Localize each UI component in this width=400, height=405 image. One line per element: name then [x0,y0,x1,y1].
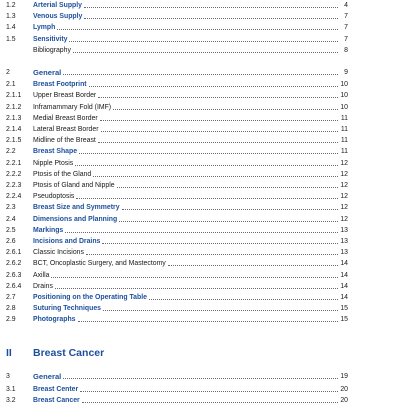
part-number: II [6,347,12,359]
dot-leader [55,288,338,289]
dot-leader [63,74,338,75]
toc-entry[interactable] [6,225,348,235]
dot-leader [98,97,338,98]
toc-entry-page: 13 [340,238,348,245]
toc-entry-page: 19 [340,372,348,380]
toc-entry-number: 2.7 [6,294,16,301]
part-heading [6,345,104,359]
toc-entry-number: 2.2 [6,148,16,156]
toc-entry-number: 2.6.4 [6,282,22,290]
toc-entry-page: 20 [340,397,348,404]
toc-entry[interactable] [6,395,348,405]
dot-leader [102,243,338,244]
toc-entry-page: 12 [340,193,348,201]
toc-entry-title: Incisions and Drains [33,238,101,245]
dot-leader [51,277,338,278]
dot-leader [65,232,338,233]
toc-entry-page: 12 [340,215,348,223]
toc-entry-title: Breast Shape [33,148,78,156]
toc-entry-title: Photographs [33,316,76,324]
toc-chapter-row[interactable] [6,371,348,381]
dot-leader [98,142,338,143]
toc-entry[interactable] [6,22,348,32]
toc-entry-page: 12 [340,182,348,189]
toc-entry-title: Classic Incisions [33,249,84,257]
toc-entry-page: 7 [344,13,348,21]
toc-entry[interactable] [6,135,348,145]
dot-leader [75,165,338,166]
toc-entry-title: Bibliography [33,46,71,54]
toc-entry-number: 2.3 [6,204,16,212]
toc-entry-number: 2.6.3 [6,271,22,279]
toc-entry-title: Breast Center [33,385,79,393]
toc-entry-number: 2.2.3 [6,182,22,189]
toc-entry[interactable] [6,292,348,302]
toc-entry-page: 10 [340,92,348,100]
toc-entry-page: 11 [340,137,348,145]
toc-entry-title: Positioning on the Operating Table [33,294,147,301]
toc-entry-number: 2.8 [6,305,16,313]
toc-entry[interactable] [6,191,348,201]
dot-leader [168,265,338,266]
dot-leader [84,18,338,19]
toc-entry-page: 20 [340,385,348,393]
dot-leader [86,254,338,255]
toc-entry-page: 13 [340,226,348,234]
toc-entry-page: 7 [344,24,348,32]
toc-entry-title: Breast Size and Symmetry [33,204,120,212]
toc-entry-number: 3.1 [6,385,16,393]
toc-entry[interactable] [6,169,348,179]
toc-entry[interactable] [6,202,348,212]
toc-entry-number: 1.3 [6,13,16,21]
toc-entry-page: 11 [340,114,348,122]
toc-entry[interactable] [6,34,348,44]
toc-entry-page: 8 [344,46,348,54]
toc-entry[interactable] [6,146,348,156]
toc-entry-page: 14 [340,271,348,279]
toc-entry-number: 2.2.2 [6,170,22,178]
toc-entry-page: 15 [340,305,348,313]
toc-entry-number: 2.6 [6,238,16,245]
dot-leader [122,209,338,210]
toc-entry[interactable] [6,180,348,190]
toc-chapter-row[interactable] [6,67,348,77]
dot-leader [100,120,338,121]
toc-entry[interactable] [6,247,348,257]
toc-entry-page: 11 [340,126,348,133]
toc-entry-title: Nipple Ptosis [33,159,74,167]
dot-leader [80,391,338,392]
toc-entry-title: BCT, Oncoplastic Surgery, and Mastectomy [33,260,166,268]
toc-entry[interactable] [6,258,348,268]
toc-entry[interactable] [6,384,348,394]
toc-entry-number: 2.2.1 [6,159,22,167]
toc-entry-number: 1.2 [6,2,16,9]
toc-entry-number: 2.6.2 [6,260,22,268]
toc-entry-title: Medial Breast Border [33,114,98,122]
toc-entry-title: Lymph [33,24,56,32]
toc-entry-title: Arterial Supply [33,2,83,9]
toc-entry[interactable] [6,214,348,224]
toc-entry-title: Upper Breast Border [33,92,97,100]
toc-entry[interactable] [6,236,348,246]
toc-entry-number: 2.1.3 [6,114,22,122]
toc-entry-page: 13 [340,249,348,257]
dot-leader [78,321,339,322]
dot-leader [82,402,338,403]
toc-entry[interactable] [6,79,348,89]
toc-entry-title: Dimensions and Planning [33,215,118,223]
toc-entry-title: Sensitivity [33,35,68,43]
toc-entry-number: 2.1.1 [6,92,22,100]
toc-entry-title: Ptosis of the Gland [33,170,92,178]
toc-entry-number: 2.9 [6,316,16,324]
part-title: Breast Cancer [33,347,105,359]
toc-entry-number: 2.4 [6,215,16,223]
toc-entry-number: 1.4 [6,24,16,32]
toc-entry-number: 2.6.1 [6,249,22,257]
toc-entry-title: Inframammary Fold (IMF) [33,103,112,111]
toc-entry-title: Midline of the Breast [33,137,96,145]
dot-leader [101,131,339,132]
toc-entry-page: 12 [340,159,348,167]
toc-entry-number: 2.2.4 [6,193,22,201]
dot-leader [117,187,338,188]
toc-entry-title: Venous Supply [33,13,83,21]
toc-entry[interactable] [6,124,348,134]
dot-leader [84,7,338,8]
toc-entry-title: Ptosis of Gland and Nipple [33,182,115,189]
toc-entry-number: 2.5 [6,226,16,234]
toc-entry-title: Suturing Techniques [33,305,102,313]
toc-entry-title: Drains [33,282,53,290]
toc-entry-title: Lateral Breast Border [33,126,99,133]
dot-leader [119,221,338,222]
toc-entry[interactable] [6,281,348,291]
toc-entry[interactable] [6,314,348,324]
toc-entry-number: 2.1 [6,81,16,89]
toc-entry-number: 1.5 [6,35,16,43]
toc-entry-page: 12 [340,204,348,212]
toc-entry[interactable] [6,158,348,168]
toc-entry-page: 10 [340,103,348,111]
toc-entry-page: 4 [344,2,348,9]
dot-leader [79,153,338,154]
toc-entry-page: 14 [340,294,348,301]
toc-entry-title: General [33,371,62,381]
toc-entry-title: Breast Footprint [33,81,87,89]
dot-leader [149,299,338,300]
dot-leader [103,310,338,311]
toc-entry-number: 2.1.4 [6,126,22,133]
toc-entry-page: 14 [340,260,348,268]
toc-entry-page: 10 [340,81,348,89]
dot-leader [73,52,338,53]
toc-entry-page: 12 [340,170,348,178]
toc-entry-title: Markings [33,226,64,234]
toc-entry-number: 3.2 [6,397,16,404]
toc-entry-page: 11 [340,148,348,156]
toc-entry[interactable] [6,0,348,10]
dot-leader [89,86,338,87]
dot-leader [113,109,338,110]
toc-entry-number: 2 [6,68,10,76]
toc-entry[interactable] [6,11,348,21]
toc-entry[interactable] [6,270,348,280]
dot-leader [93,176,338,177]
toc-entry-page: 7 [344,35,348,43]
dot-leader [76,198,338,199]
toc-entry[interactable] [6,45,348,55]
dot-leader [69,41,338,42]
toc-entry-title: General [33,67,62,77]
dot-leader [63,378,338,379]
toc-entry-title: Pseudoptosis [33,193,75,201]
toc-entry-page: 15 [340,316,348,324]
toc-entry-title: Breast Cancer [33,397,80,404]
toc-entry-page: 9 [344,68,348,76]
dot-leader [57,29,338,30]
toc-entry-number: 3 [6,372,10,380]
toc-entry[interactable] [6,90,348,100]
toc-entry[interactable] [6,102,348,112]
toc-entry[interactable] [6,303,348,313]
toc-entry[interactable] [6,113,348,123]
toc-entry-number: 2.1.2 [6,103,22,111]
toc-entry-number: 2.1.5 [6,137,22,145]
toc-entry-title: Axilla [33,271,50,279]
toc-entry-page: 14 [340,282,348,290]
